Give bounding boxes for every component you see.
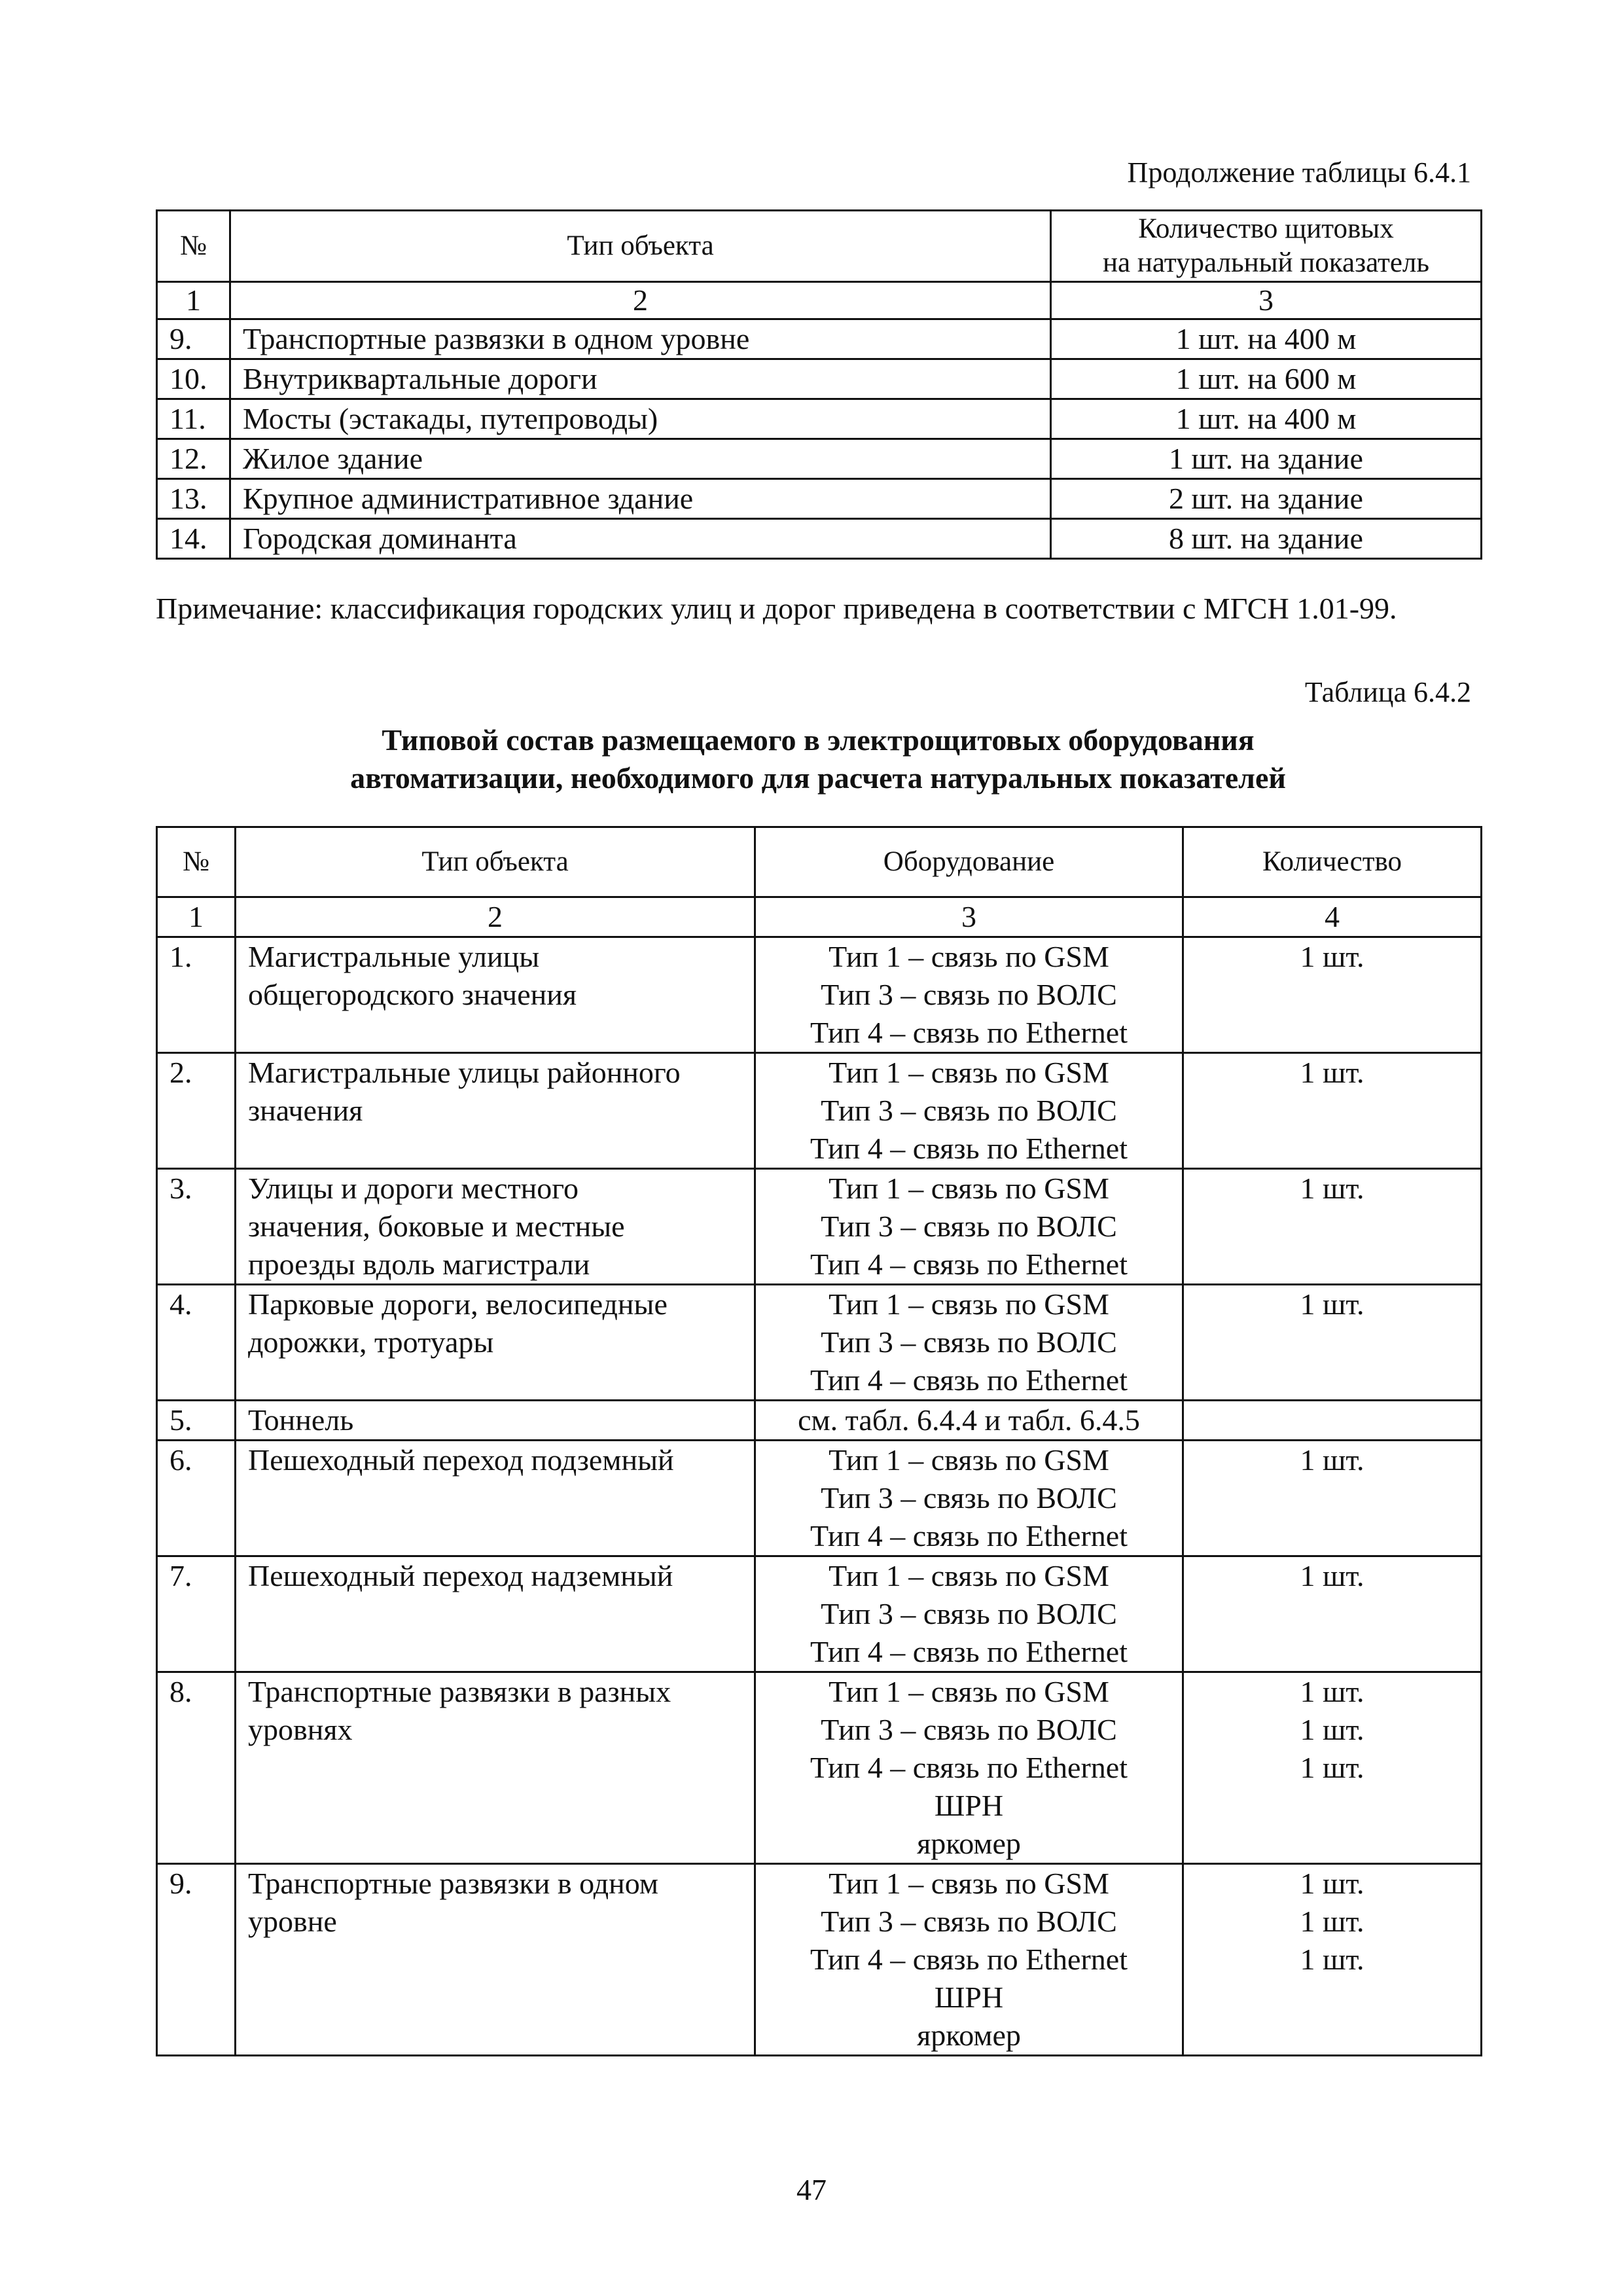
table1-header-object-type: Тип объекта xyxy=(230,211,1051,282)
row-number: 8. xyxy=(157,1672,236,1864)
row-number: 7. xyxy=(157,1556,236,1672)
object-type: Транспортные развязки в разных уровнях xyxy=(236,1672,755,1864)
equipment: Тип 1 – связь по GSM Тип 3 – связь по ВОЛС Тип 4 – связь по Ethernet xyxy=(755,937,1183,1053)
object-type: Внутриквартальные дороги xyxy=(230,359,1051,399)
table2-header-object-type: Тип объекта xyxy=(236,827,755,897)
table2-header-equipment: Оборудование xyxy=(755,827,1183,897)
quantity: 1 шт. 1 шт. 1 шт. xyxy=(1183,1864,1482,2056)
row-number: 10. xyxy=(157,359,230,399)
object-type: Транспортные развязки в одном уровне xyxy=(236,1864,755,2056)
quantity: 2 шт. на здание xyxy=(1051,479,1482,519)
table2-index-cell: 4 xyxy=(1183,897,1482,937)
table-row xyxy=(157,1556,1482,1672)
table1-index-cell: 3 xyxy=(1051,282,1482,319)
object-type: Пешеходный переход подземный xyxy=(236,1441,755,1556)
table2-index-cell: 1 xyxy=(157,897,236,937)
quantity: 1 шт. 1 шт. 1 шт. xyxy=(1183,1672,1482,1864)
quantity: 1 шт. xyxy=(1183,1285,1482,1401)
quantity: 1 шт. xyxy=(1183,1169,1482,1285)
table1-index-cell: 2 xyxy=(230,282,1051,319)
object-type: Крупное административное здание xyxy=(230,479,1051,519)
object-type: Мосты (эстакады, путепроводы) xyxy=(230,399,1051,439)
equipment: см. табл. 6.4.4 и табл. 6.4.5 xyxy=(755,1401,1183,1441)
quantity: 1 шт. на 400 м xyxy=(1051,319,1482,359)
table-row xyxy=(157,1285,1482,1401)
table-row xyxy=(157,439,1482,479)
object-type: Тоннель xyxy=(236,1401,755,1441)
table2 xyxy=(156,826,1482,2056)
table-row xyxy=(157,1441,1482,1556)
equipment: Тип 1 – связь по GSM Тип 3 – связь по ВОЛС Тип 4 – связь по Ethernet ШРН яркомер xyxy=(755,1672,1183,1864)
equipment: Тип 1 – связь по GSM Тип 3 – связь по ВОЛС Тип 4 – связь по Ethernet xyxy=(755,1285,1183,1401)
row-number: 9. xyxy=(157,1864,236,2056)
row-number: 2. xyxy=(157,1053,236,1169)
equipment: Тип 1 – связь по GSM Тип 3 – связь по ВОЛС Тип 4 – связь по Ethernet xyxy=(755,1053,1183,1169)
table-row xyxy=(157,1864,1482,2056)
quantity: 1 шт. на здание xyxy=(1051,439,1482,479)
table1-index-cell: 1 xyxy=(157,282,230,319)
object-type: Магистральные улицы районного значения xyxy=(236,1053,755,1169)
row-number: 11. xyxy=(157,399,230,439)
table-row xyxy=(157,519,1482,559)
quantity: 1 шт. на 600 м xyxy=(1051,359,1482,399)
table-row xyxy=(157,319,1482,359)
equipment: Тип 1 – связь по GSM Тип 3 – связь по ВОЛС Тип 4 – связь по Ethernet ШРН яркомер xyxy=(755,1864,1183,2056)
table1-caption: Продолжение таблицы 6.4.1 xyxy=(1127,156,1471,188)
row-number: 14. xyxy=(157,519,230,559)
row-number: 4. xyxy=(157,1285,236,1401)
object-type: Парковые дороги, велосипедные дорожки, тротуары xyxy=(236,1285,755,1401)
object-type: Жилое здание xyxy=(230,439,1051,479)
table-row xyxy=(157,1053,1482,1169)
table-row xyxy=(157,1672,1482,1864)
page-number: 47 xyxy=(796,2173,827,2206)
row-number: 3. xyxy=(157,1169,236,1285)
row-number: 1. xyxy=(157,937,236,1053)
quantity xyxy=(1183,1401,1482,1441)
row-number: 12. xyxy=(157,439,230,479)
table1-note: Примечание: классификация городских улиц и дорог приведена в соответствии с МГСН 1.01-99. xyxy=(156,592,1397,625)
table-row xyxy=(157,359,1482,399)
quantity: 1 шт. xyxy=(1183,1053,1482,1169)
table2-index-cell: 2 xyxy=(236,897,755,937)
quantity: 1 шт. xyxy=(1183,1441,1482,1556)
equipment: Тип 1 – связь по GSM Тип 3 – связь по ВОЛС Тип 4 – связь по Ethernet xyxy=(755,1169,1183,1285)
equipment: Тип 1 – связь по GSM Тип 3 – связь по ВОЛС Тип 4 – связь по Ethernet xyxy=(755,1441,1183,1556)
quantity: 8 шт. на здание xyxy=(1051,519,1482,559)
equipment: Тип 1 – связь по GSM Тип 3 – связь по ВОЛС Тип 4 – связь по Ethernet xyxy=(755,1556,1183,1672)
quantity: 1 шт. на 400 м xyxy=(1051,399,1482,439)
row-number: 13. xyxy=(157,479,230,519)
table2-index-cell: 3 xyxy=(755,897,1183,937)
table2-caption: Таблица 6.4.2 xyxy=(1304,676,1471,708)
table-row xyxy=(157,1401,1482,1441)
table-row xyxy=(157,937,1482,1053)
object-type: Магистральные улицы общегородского значения xyxy=(236,937,755,1053)
row-number: 9. xyxy=(157,319,230,359)
table1-header-quantity: Количество щитовых на натуральный показатель xyxy=(1051,211,1482,282)
object-type: Городская доминанта xyxy=(230,519,1051,559)
row-number: 6. xyxy=(157,1441,236,1556)
table-row xyxy=(157,399,1482,439)
table-row xyxy=(157,479,1482,519)
table-row xyxy=(157,1169,1482,1285)
table2-header-number: № xyxy=(157,827,236,897)
quantity: 1 шт. xyxy=(1183,937,1482,1053)
quantity: 1 шт. xyxy=(1183,1556,1482,1672)
table1-header-number: № xyxy=(157,211,230,282)
object-type: Улицы и дороги местного значения, боковые и местные проезды вдоль магистрали xyxy=(236,1169,755,1285)
object-type: Транспортные развязки в одном уровне xyxy=(230,319,1051,359)
table2-title: Типовой состав размещаемого в электрощитовых оборудования автоматизации, необходимого для расчета натуральных показателей xyxy=(350,723,1286,795)
table1 xyxy=(156,209,1482,560)
row-number: 5. xyxy=(157,1401,236,1441)
table2-header-quantity: Количество xyxy=(1183,827,1482,897)
object-type: Пешеходный переход надземный xyxy=(236,1556,755,1672)
